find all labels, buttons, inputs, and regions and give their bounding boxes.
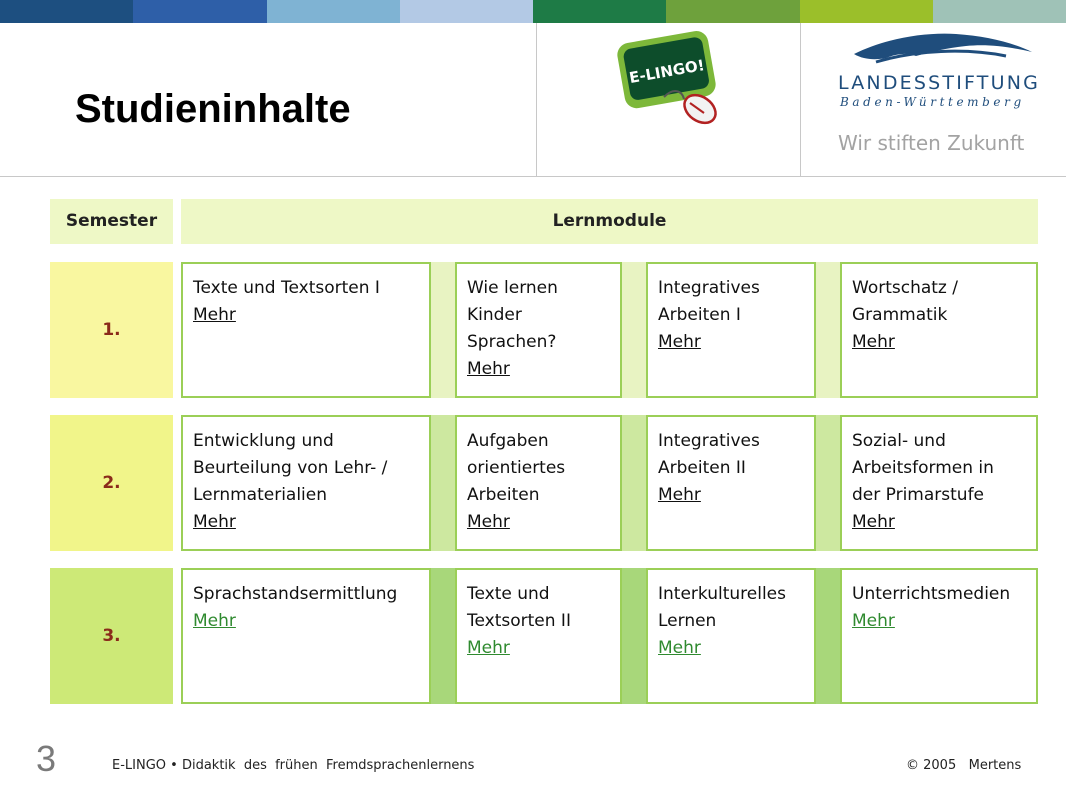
module-title: Sprachstandsermittlung [193, 584, 398, 604]
mehr-link[interactable]: Mehr [467, 512, 510, 532]
module-card [646, 262, 816, 398]
mehr-link[interactable]: Mehr [852, 332, 895, 352]
stripe-segment [133, 0, 266, 23]
module-card [181, 568, 431, 704]
color-stripe [0, 0, 1066, 23]
elingo-logo-text: E-LINGO! [627, 56, 706, 88]
landesstiftung-logo [836, 22, 1041, 142]
stripe-segment [533, 0, 666, 23]
sponsor-name: LANDESSTIFTUNG [838, 72, 1041, 94]
mehr-link[interactable]: Mehr [852, 611, 895, 631]
module-title: Unterrichtsmedien [852, 584, 1011, 604]
module-card [455, 415, 622, 551]
stripe-segment [800, 0, 933, 23]
module-title: Aufgaben orientiertes Arbeiten [467, 431, 566, 505]
stripe-segment [933, 0, 1066, 23]
mehr-link[interactable]: Mehr [658, 485, 701, 505]
stripe-segment [0, 0, 133, 23]
module-card [181, 262, 431, 398]
mehr-link[interactable]: Mehr [467, 359, 510, 379]
module-title: Texte und Textsorten II [467, 584, 571, 631]
stripe-segment [400, 0, 533, 23]
module-card [181, 415, 431, 551]
semester-cell: 2. [50, 415, 173, 551]
page-number: 3 [36, 738, 57, 779]
modules-header: Lernmodule [181, 199, 1038, 244]
module-card [455, 262, 622, 398]
module-card [840, 568, 1038, 704]
module-card [646, 415, 816, 551]
module-title: Entwicklung und Beurteilung von Lehr- / Lernmaterialien [193, 431, 388, 505]
module-card [840, 262, 1038, 398]
mehr-link[interactable]: Mehr [193, 611, 236, 631]
module-title: Sozial- und Arbeitsformen in der Primarstufe [852, 431, 994, 505]
module-title: Interkulturelles Lernen [658, 584, 786, 631]
semester-cell: 1. [50, 262, 173, 398]
module-title: Wie lernen Kinder Sprachen? [467, 278, 558, 352]
mehr-link[interactable]: Mehr [852, 512, 895, 532]
footer-course-title: E-LINGO • Didaktik des frühen Fremdsprachenlernens [112, 758, 475, 773]
module-card [840, 415, 1038, 551]
sponsor-subtitle: Baden-Württemberg [840, 95, 1025, 109]
stripe-segment [267, 0, 400, 23]
module-title: Wortschatz / Grammatik [852, 278, 958, 325]
header-divider [800, 23, 801, 176]
stripe-segment [666, 0, 799, 23]
sponsor-tagline: Wir stiften Zukunft [838, 131, 1025, 155]
mehr-link[interactable]: Mehr [193, 305, 236, 325]
module-title: Integratives Arbeiten I [658, 278, 760, 325]
semester-cell: 3. [50, 568, 173, 704]
module-card [455, 568, 622, 704]
mehr-link[interactable]: Mehr [658, 332, 701, 352]
brush-stroke-icon [836, 22, 1036, 72]
mehr-link[interactable]: Mehr [658, 638, 701, 658]
footer-copyright: © 2005 Mertens [906, 758, 1022, 773]
mehr-link[interactable]: Mehr [193, 512, 236, 532]
mehr-link[interactable]: Mehr [467, 638, 510, 658]
module-title: Integratives Arbeiten II [658, 431, 760, 478]
module-card [646, 568, 816, 704]
elingo-logo [614, 27, 726, 127]
page-title: Studieninhalte [75, 87, 351, 131]
semester-header: Semester [50, 199, 173, 244]
header-divider [536, 23, 537, 176]
module-title: Texte und Textsorten I [193, 278, 380, 298]
